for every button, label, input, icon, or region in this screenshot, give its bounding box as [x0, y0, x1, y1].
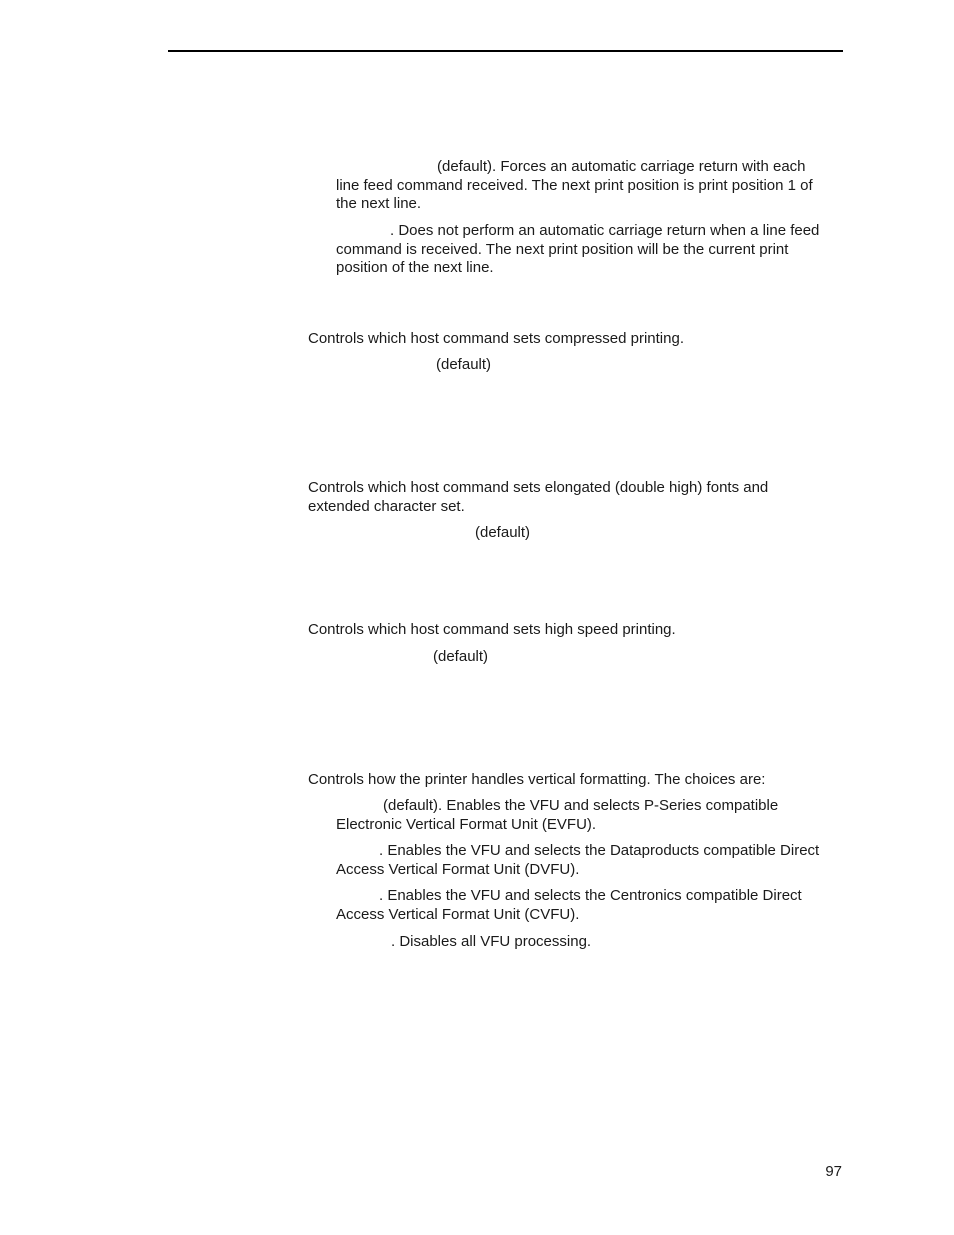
elongated-description-line-1: Controls which host command sets elongated (double high) fonts and: [308, 479, 769, 496]
autolf-disable-line-2: command is received. The next print position will be the current print: [336, 241, 789, 258]
autolf-enable-line-1: (default). Forces an automatic carriage return with each: [437, 158, 806, 175]
page-number: 97: [825, 1163, 842, 1180]
autolf-disable-line-1: . Does not perform an automatic carriage return when a line feed: [390, 222, 820, 239]
elongated-description-line-2: extended character set.: [308, 498, 465, 515]
evfu-option-line-2: Electronic Vertical Format Unit (EVFU).: [336, 816, 597, 833]
evfu-option-line-1: (default). Enables the VFU and selects P-Series compatible: [383, 797, 779, 814]
cvfu-option-line-1: . Enables the VFU and selects the Centronics compatible Direct: [379, 887, 802, 904]
vertical-format-description: Controls how the printer handles vertical formatting. The choices are:: [308, 771, 766, 788]
autolf-enable-line-2: line feed command received. The next print position is print position 1 of: [336, 177, 813, 194]
elongated-default: (default): [475, 524, 531, 541]
cvfu-option-line-2: Access Vertical Format Unit (CVFU).: [336, 906, 580, 923]
high-speed-default: (default): [433, 648, 489, 665]
high-speed-description: Controls which host command sets high speed printing.: [308, 621, 676, 638]
autolf-disable-line-3: position of the next line.: [336, 259, 494, 276]
vfu-disable-option: . Disables all VFU processing.: [391, 933, 592, 950]
dvfu-option-line-1: . Enables the VFU and selects the Dataproducts compatible Direct: [379, 842, 820, 859]
dvfu-option-line-2: Access Vertical Format Unit (DVFU).: [336, 861, 580, 878]
autolf-enable-line-3: the next line.: [336, 195, 422, 212]
compressed-print-description: Controls which host command sets compressed printing.: [308, 330, 684, 347]
header-rule: [168, 50, 843, 52]
compressed-print-default: (default): [436, 356, 492, 373]
